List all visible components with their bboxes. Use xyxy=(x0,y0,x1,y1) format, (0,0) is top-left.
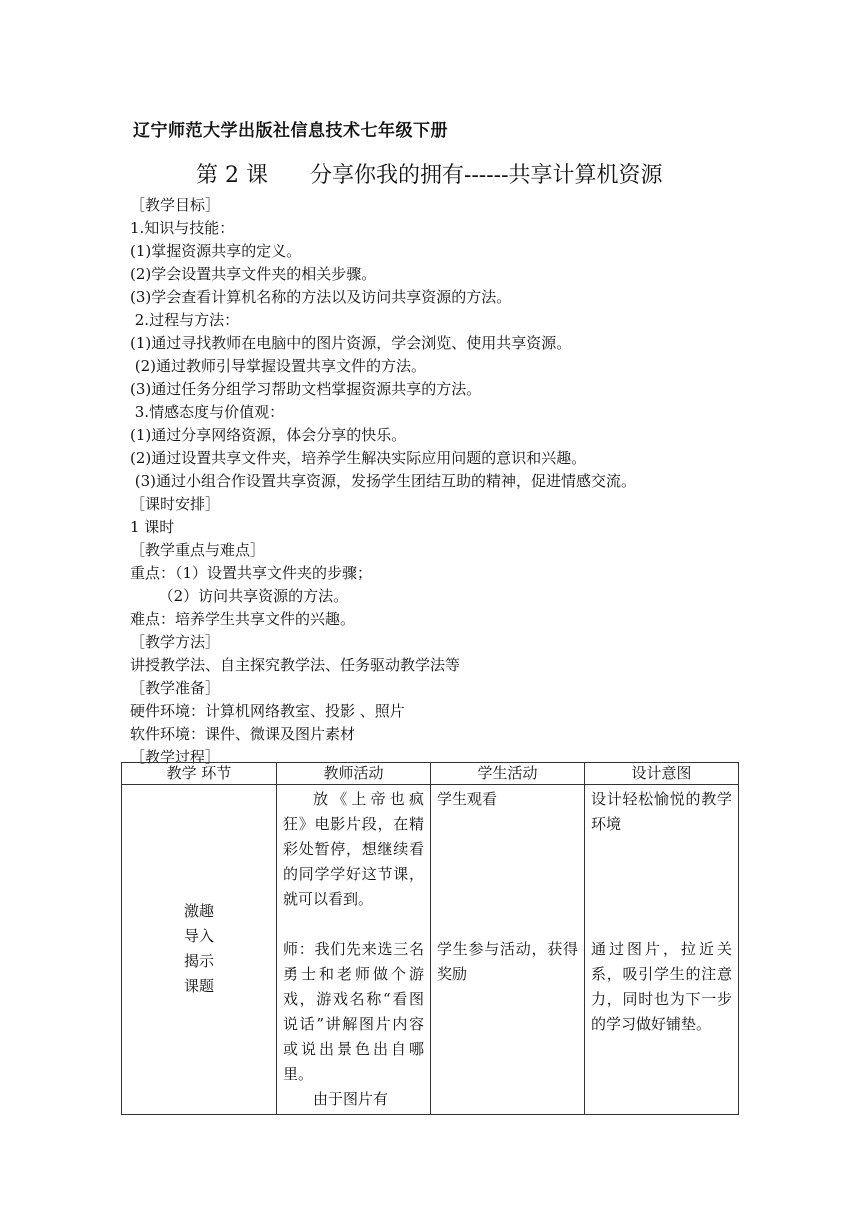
text-line: (3)学会查看计算机名称的方法以及访问共享资源的方法。 xyxy=(130,288,512,306)
text-line: 1 课时 xyxy=(130,518,175,536)
text-line: 难点：培养学生共享文件的兴趣。 xyxy=(130,610,356,628)
student-activity-text: 学生观看 xyxy=(437,790,498,808)
table-row xyxy=(122,785,739,1115)
section-heading-preparation: ［教学准备］ xyxy=(130,679,221,697)
text-line: （2）访问共享资源的方法。 xyxy=(130,587,349,605)
section-heading-methods: ［教学方法］ xyxy=(130,633,221,651)
lesson-plan-text xyxy=(130,194,750,769)
text-line: 硬件环境：计算机网络教室、投影 、照片 xyxy=(130,702,405,720)
stage-label: 激趣 xyxy=(183,901,214,920)
stage-cell xyxy=(122,785,277,1115)
teacher-activity-text: 放《上帝也疯狂》电影片段，在精彩处暂停，想继续看的同学学好这节课，就可以看到。 xyxy=(283,790,424,908)
design-intent-text: 设计轻松愉悦的教学环境 xyxy=(591,790,732,833)
section-heading-process: ［教学过程］ xyxy=(130,748,221,766)
lesson-process-table xyxy=(121,762,739,1115)
section-heading-schedule: ［课时安排］ xyxy=(130,495,221,513)
text-line: (2)通过设置共享文件夹，培养学生解决实际应用问题的意识和兴趣。 xyxy=(130,449,587,467)
text-line: (1)通过寻找教师在电脑中的图片资源，学会浏览、使用共享资源。 xyxy=(130,334,572,352)
teacher-activity-text: 师：我们先来选三名勇士和老师做个游戏，游戏名称“看图说话”讲解图片内容或说出景色出自哪里。 xyxy=(283,940,424,1083)
text-line: (3)通过小组合作设置共享资源，发扬学生团结互助的精神，促进情感交流。 xyxy=(130,472,637,490)
stage-label: 课题 xyxy=(183,976,214,995)
lesson-title: 第 2 课 分享你我的拥有------共享计算机资源 xyxy=(196,163,663,188)
section-heading-key-points: ［教学重点与难点］ xyxy=(130,541,266,559)
design-intent-text: 通过图片，拉近关系，吸引学生的注意力，同时也为下一步的学习做好铺垫。 xyxy=(591,940,732,1033)
table-header-row xyxy=(122,763,739,785)
text-line: 软件环境：课件、微课及图片素材 xyxy=(130,725,356,743)
column-header: 学生活动 xyxy=(431,763,585,785)
text-line: 3.情感态度与价值观： xyxy=(130,403,285,421)
column-header: 教学 环节 xyxy=(122,763,277,785)
teacher-activity-text: 由于图片有 xyxy=(313,1090,389,1108)
text-line: (1)掌握资源共享的定义。 xyxy=(130,242,302,260)
column-header: 教师活动 xyxy=(277,763,431,785)
stage-label: 揭示 xyxy=(183,951,214,970)
text-line: 1.知识与技能： xyxy=(130,219,235,237)
teacher-activity-cell xyxy=(277,785,431,1115)
text-line: 讲授教学法、自主探究教学法、任务驱动教学法等 xyxy=(130,656,461,674)
text-line: (3)通过任务分组学习帮助文档掌握资源共享的方法。 xyxy=(130,380,482,398)
text-line: (2)通过教师引导掌握设置共享文件的方法。 xyxy=(130,357,427,375)
text-line: (1)通过分享网络资源，体会分享的快乐。 xyxy=(130,426,407,444)
section-heading-objectives: ［教学目标］ xyxy=(130,196,221,214)
column-header: 设计意图 xyxy=(585,763,739,785)
student-activity-text: 学生参与活动，获得奖励 xyxy=(437,940,578,983)
stage-label: 导入 xyxy=(183,926,214,945)
text-line: 2.过程与方法： xyxy=(130,311,240,329)
student-activity-cell xyxy=(431,785,585,1115)
text-line: 重点：（1）设置共享文件夹的步骤； xyxy=(130,564,373,582)
design-intent-cell xyxy=(585,785,739,1115)
publisher-heading: 辽宁师范大学出版社信息技术七年级下册 xyxy=(133,121,448,141)
text-line: (2)学会设置共享文件夹的相关步骤。 xyxy=(130,265,377,283)
